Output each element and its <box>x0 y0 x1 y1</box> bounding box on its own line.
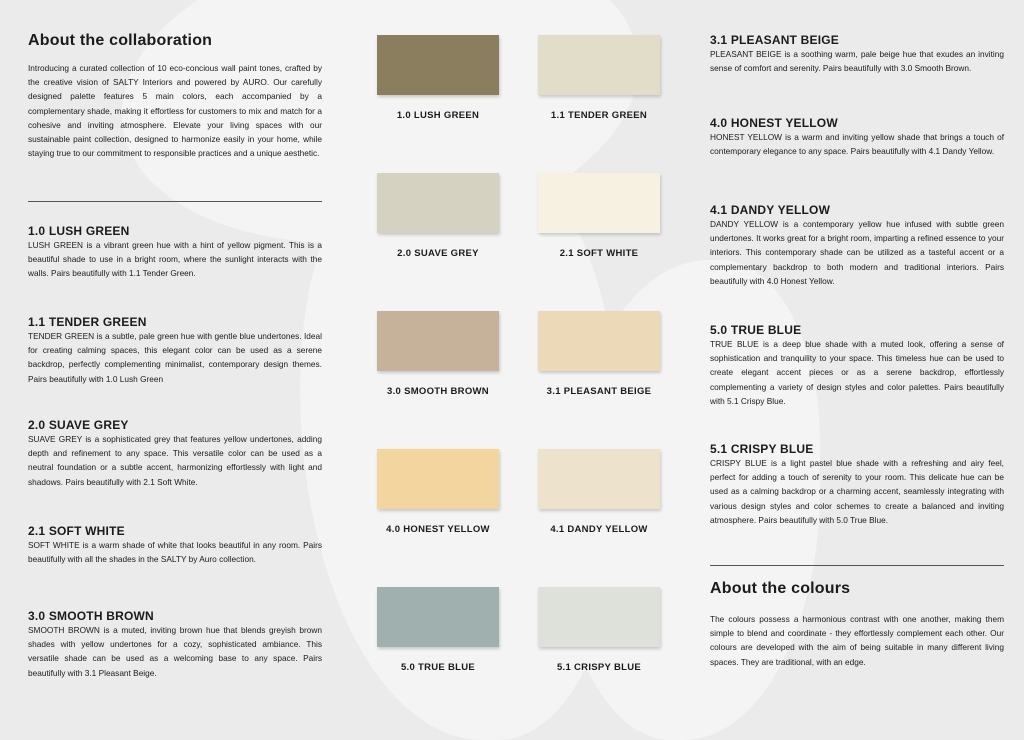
color-swatch <box>377 587 499 647</box>
about-colours-heading: About the colours <box>710 580 851 597</box>
swatch-dandy-yellow <box>538 449 660 535</box>
color-text: SUAVE GREY is a sophisticated grey that features yellow undertones, adding depth and refinement to any space. This versatile color can be used as a neutral foundation or a subtle accent, harmonizing effortlessly with light and shadows. Pairs beautifully with 2.1 Soft White. <box>28 434 322 487</box>
swatch-honest-yellow <box>377 449 499 535</box>
divider <box>28 201 322 202</box>
color-title: 3.0 SMOOTH BROWN <box>28 609 154 623</box>
color-swatch <box>538 587 660 647</box>
color-swatch <box>538 311 660 371</box>
swatch-label: 4.1 DANDY YELLOW <box>550 524 648 535</box>
about-colours-paragraph <box>710 612 1004 669</box>
intro-text: Introducing a curated collection of 10 eco-concious wall paint tones, crafted by the creative vision of SALTY Interiors and powered by AURO. Our carefully designed palette features 5 main colors, each accompanied by a complementary shade, making it effortless for customers to mix and match for a cohesive and inviting atmosphere. Elevate your living spaces with our sustainable paint collection, designed to harmonize easily in your home, while staying true to our commitment to responsible practices and a unique aesthetic. <box>28 63 322 159</box>
intro-paragraph <box>28 61 322 160</box>
swatch-label: 5.0 TRUE BLUE <box>400 662 476 673</box>
divider <box>710 565 1004 566</box>
color-swatch <box>538 173 660 233</box>
color-description-pleasant-beige <box>710 33 1004 75</box>
color-title: 2.1 SOFT WHITE <box>28 524 125 538</box>
color-description-crispy-blue <box>710 442 1004 527</box>
color-description-lush-green <box>28 224 322 281</box>
swatch-crispy-blue <box>538 587 660 673</box>
swatch-label: 1.0 LUSH GREEN <box>396 110 480 121</box>
swatch-lush-green <box>377 35 499 121</box>
color-swatch <box>538 35 660 95</box>
collaboration-heading: About the collaboration <box>28 32 213 49</box>
swatch-label: 3.0 SMOOTH BROWN <box>387 386 489 397</box>
color-swatch <box>538 449 660 509</box>
color-description-tender-green <box>28 315 322 386</box>
color-swatch <box>377 311 499 371</box>
swatch-label: 5.1 CRISPY BLUE <box>556 662 642 673</box>
color-text: CRISPY BLUE is a light pastel blue shade with a refreshing and airy feel, perfect for adding a touch of serenity to your room. This delicate hue can be used as a calming backdrop or a charming accent, seamlessly integrating with various design styles and color schemes to create a balanced and inviting atmosphere. Pairs beautifully with 5.0 True Blue. <box>710 458 1004 525</box>
color-text: SOFT WHITE is a warm shade of white that looks beautiful in any room. Pairs beautifully with all the shades in the SALTY by Auro collection. <box>28 540 322 565</box>
color-title: 4.0 HONEST YELLOW <box>710 116 838 130</box>
color-description-soft-white <box>28 524 322 566</box>
color-text: TRUE BLUE is a deep blue shade with a muted look, offering a sense of sophistication and tranquility to your space. This timeless hue can be used to create elegant accent pieces or as a serene backdrop, effortlessly complementing a variety of design styles and color palettes. Pairs beautifully with 5.1 Crispy Blue. <box>710 339 1004 406</box>
color-description-true-blue <box>710 323 1004 408</box>
color-description-honest-yellow <box>710 116 1004 158</box>
swatch-label: 2.0 SUAVE GREY <box>397 248 479 259</box>
swatch-true-blue <box>377 587 499 673</box>
swatch-tender-green <box>538 35 660 121</box>
color-text: TENDER GREEN is a subtle, pale green hue with gentle blue undertones. Ideal for creating calming spaces, this elegant color can be used as a serene backdrop, perfectly complementing minimalist, contemporary design themes. Pairs beautifully with 1.0 Lush Green <box>28 331 322 384</box>
color-text: HONEST YELLOW is a warm and inviting yellow shade that brings a touch of contemporary elegance to any space. Pairs beautifully with 4.1 Dandy Yellow. <box>710 132 1004 157</box>
color-title: 4.1 DANDY YELLOW <box>710 203 831 217</box>
color-text: PLEASANT BEIGE is a soothing warm, pale beige hue that exudes an inviting sense of comfort and serenity. Pairs beautifully with 3.0 Smooth Brown. <box>710 49 1004 74</box>
about-colours-text: The colours possess a harmonious contrast with one another, making them simple to blend and coordinate - they effortlessly complement each other. Our colours are developed with the aim of being suitable in many different living spaces. They are traditional, with an edge. <box>710 614 1004 667</box>
color-text: DANDY YELLOW is a contemporary yellow hue infused with subtle green undertones. It works great for a bright room, imparting a refined essence to your interiors. This contemporary shade can be utilized as a tasteful accent or a complementary backdrop to both modern and traditional interiors. Pairs beautifully with 4.0 Honest Yellow. <box>710 219 1004 286</box>
color-text: SMOOTH BROWN is a muted, inviting brown hue that blends greyish brown shades with yellow undertones for a cozy, sophisticated ambiance. This versatile shade can be used as a welcoming base to any space. Pairs beautifully with 3.1 Pleasant Beige. <box>28 625 322 678</box>
color-title: 1.0 LUSH GREEN <box>28 224 130 238</box>
swatch-label: 1.1 TENDER GREEN <box>550 110 648 121</box>
swatch-label: 4.0 HONEST YELLOW <box>386 524 490 535</box>
swatch-soft-white <box>538 173 660 259</box>
swatch-smooth-brown <box>377 311 499 397</box>
color-description-dandy-yellow <box>710 203 1004 288</box>
color-title: 3.1 PLEASANT BEIGE <box>710 33 839 47</box>
color-title: 2.0 SUAVE GREY <box>28 418 129 432</box>
color-title: 5.0 TRUE BLUE <box>710 323 802 337</box>
swatch-pleasant-beige <box>538 311 660 397</box>
swatch-suave-grey <box>377 173 499 259</box>
color-swatch <box>377 449 499 509</box>
color-swatch <box>377 173 499 233</box>
color-swatch <box>377 35 499 95</box>
swatch-label: 3.1 PLEASANT BEIGE <box>546 386 652 397</box>
color-description-suave-grey <box>28 418 322 489</box>
color-title: 5.1 CRISPY BLUE <box>710 442 814 456</box>
color-title: 1.1 TENDER GREEN <box>28 315 147 329</box>
color-text: LUSH GREEN is a vibrant green hue with a hint of yellow pigment. This is a beautiful shade to use in a bright room, where the sunlight interacts with the walls. Pairs beautifully with 1.1 Tender Green. <box>28 240 322 279</box>
swatch-label: 2.1 SOFT WHITE <box>559 248 639 259</box>
color-description-smooth-brown <box>28 609 322 680</box>
